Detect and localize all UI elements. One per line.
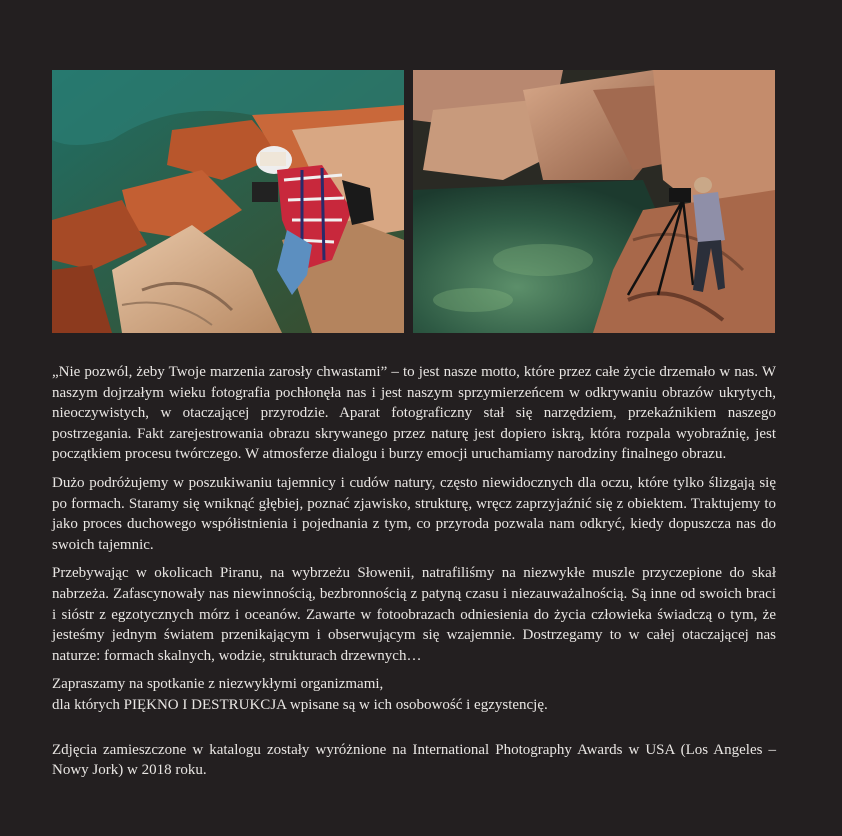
invitation <box>52 674 776 715</box>
paragraph-piran: Przebywając w okolicach Piranu, na wybrzeżu Słowenii, natrafiliśmy na niezwykłe muszle przyczepione do skał nabrzeża. Zafascynowały nas niewinnością, bezbronnością z patyną czasu i niezauważalnością. Są inne od swoich braci i sióstr z egzotycznych mórz i oceanów. Zawarte w fotoobrazach odniesienia do życia człowieka świadczą o tym, że jesteśmy jednym światem przenikającym i obserwującym się wzajemnie. Dostrzegamy to w całej otaczającej nas naturze: formach skalnych, wodzie, strukturach drzewnych… <box>52 565 776 664</box>
paragraph-motto: „Nie pozwól, żeby Twoje marzenia zarosły chwastami” – to jest nasze motto, które przez całe życie drzemało w nas. W naszym dojrzałym wieku fotografia pochłonęła nas i jest naszym sprzymierzeńcem w odkrywaniu obrazów ukrytych, nieoczywistych, w otaczającej przyrodzie. Aparat fotograficzny stał się narzędziem, przekaźnikiem naszego postrzegania. Fakt zarejestrowania obrazu skrywanego przez naturę jest dopiero iskrą, która rozpala wyobraźnię, jest początkiem procesu twórczego. W atmosferze dialogu i burzy emocji uruchamiamy narodziny finalnego obrazu. <box>52 364 776 463</box>
paragraph-travel: Dużo podróżujemy w poszukiwaniu tajemnicy i cudów natury, często niewidocznych dla oczu, które tylko ślizgają się po formach. Staramy się wniknąć głębiej, poznać zjawisko, strukturę, wręcz zaprzyjaźnić się z obiektem. Traktujemy to jako proces duchowego współistnienia i pojednania z tym, co przyroda pozwala nam odkryć, kiedy dopuszcza nas do swoich tajemnic. <box>52 474 776 553</box>
photo-photographer-on-rocks <box>52 70 404 333</box>
photo-photographer-with-tripod <box>413 70 775 333</box>
invitation-line-2: dla których PIĘKNO I DESTRUKCJA wpisane są w ich osobowość i egzystencję. <box>52 696 548 713</box>
awards-note: Zdjęcia zamieszczone w katalogu zostały wyróżnione na International Photography Awards w USA (Los Angeles – Nowy Jork) w 2018 roku. <box>52 741 776 779</box>
invitation-line-1: Zapraszamy na spotkanie z niezwykłymi organizmami, <box>52 676 384 693</box>
description-text <box>52 362 776 781</box>
